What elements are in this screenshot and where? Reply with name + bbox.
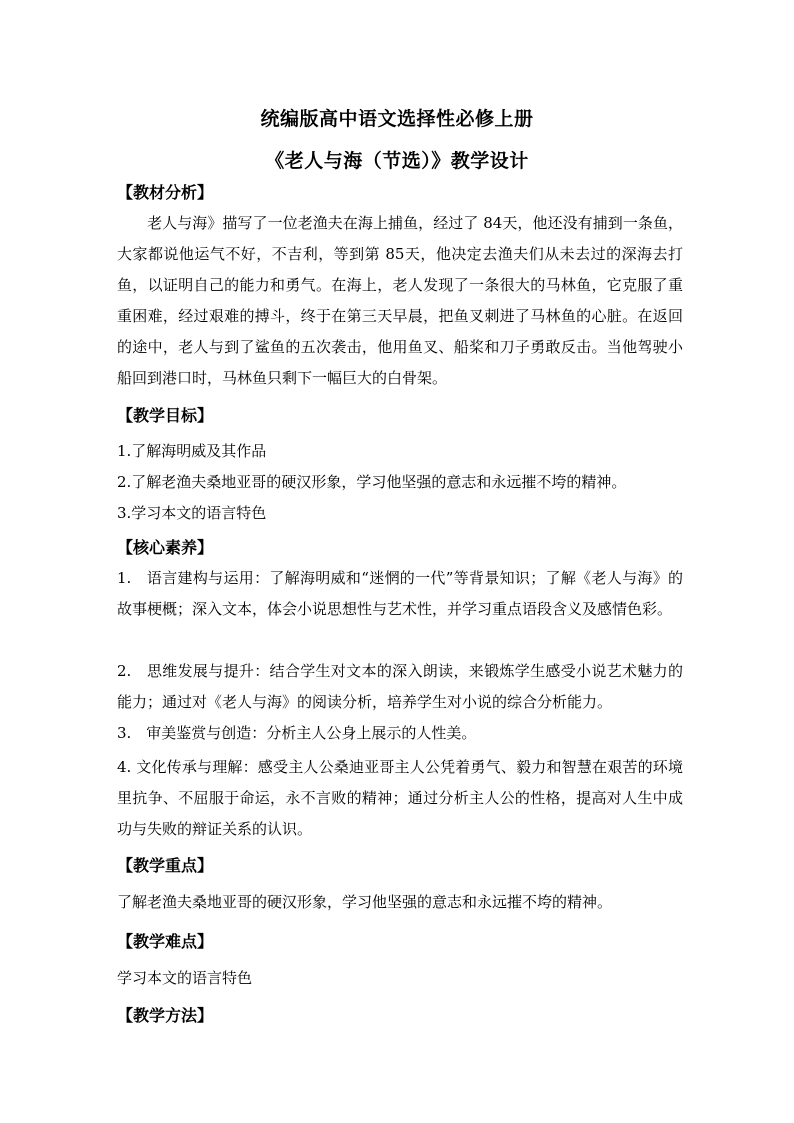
teaching-goal-item-1: 1.了解海明威及其作品 — [117, 442, 267, 460]
difficulty-text: 学习本文的语言特色 — [117, 969, 253, 987]
heading-core-literacy: 【核心素养】 — [117, 538, 214, 557]
core-literacy-item-2: 2. 思维发展与提升：结合学生对文本的深入朗读，来锻炼学生感受小说艺术魅力的能力；通过对《老人与海》的阅读分析，培养学生对小说的综合分析能力。 — [117, 662, 683, 711]
heading-teaching-goals: 【教学目标】 — [117, 406, 214, 425]
heading-key-point: 【教学重点】 — [117, 856, 214, 875]
teaching-goal-item-3: 3.学习本文的语言特色 — [117, 504, 267, 522]
heading-teaching-method: 【教学方法】 — [117, 1006, 214, 1025]
core-literacy-item-3: 3. 审美鉴赏与创造：分析主人公身上展示的人性美。 — [117, 724, 477, 742]
core-literacy-item-1: 1. 语言建构与运用：了解海明威和“迷惘的一代”等背景知识；了解《老人与海》的故事梗概；深入文本，体会小说思想性与艺术性，并学习重点语段含义及感情色彩。 — [117, 569, 683, 618]
teaching-goal-item-2: 2.了解老渔夫桑地亚哥的硬汉形象，学习他坚强的意志和永远摧不垮的精神。 — [117, 473, 627, 491]
material-analysis-text: 老人与海》描写了一位老渔夫在海上捕鱼，经过了 84天，他还没有捕到一条鱼，大家都说他运气不好，不吉利，等到第 85天，他决定去渔夫们从未去过的深海去打鱼，以证明自己的能力和勇气。在海上，老人发现了一条很大的马林鱼，它克服了重重困难，经过艰难的搏斗，终于在第三天早晨，把鱼叉刺进了马林鱼的心脏。在返回的途中，老人与到了鲨鱼的五次袭击，他用鱼叉、船桨和刀子勇敢反击。当他驾驶小船回到港口时，马林鱼只剩下一幅巨大的白骨架。 — [117, 214, 683, 387]
heading-material-analysis: 【教材分析】 — [117, 183, 214, 202]
document-title-series: 统编版高中语文选择性必修上册 — [260, 108, 534, 130]
core-literacy-item-4: 4. 文化传承与理解：感受主人公桑迪亚哥主人公凭着勇气、毅力和智慧在艰苦的环境里抗争、不屈服于命运，永不言败的精神；通过分析主人公的性格，提高对人生中成功与失败的辩证关系的认识。 — [117, 758, 683, 838]
key-point-text: 了解老渔夫桑地亚哥的硬汉形象，学习他坚强的意志和永远摧不垮的精神。 — [117, 893, 613, 911]
document-title-lesson: 《老人与海（节选）》教学设计 — [265, 150, 529, 172]
heading-difficulty: 【教学难点】 — [117, 932, 214, 951]
